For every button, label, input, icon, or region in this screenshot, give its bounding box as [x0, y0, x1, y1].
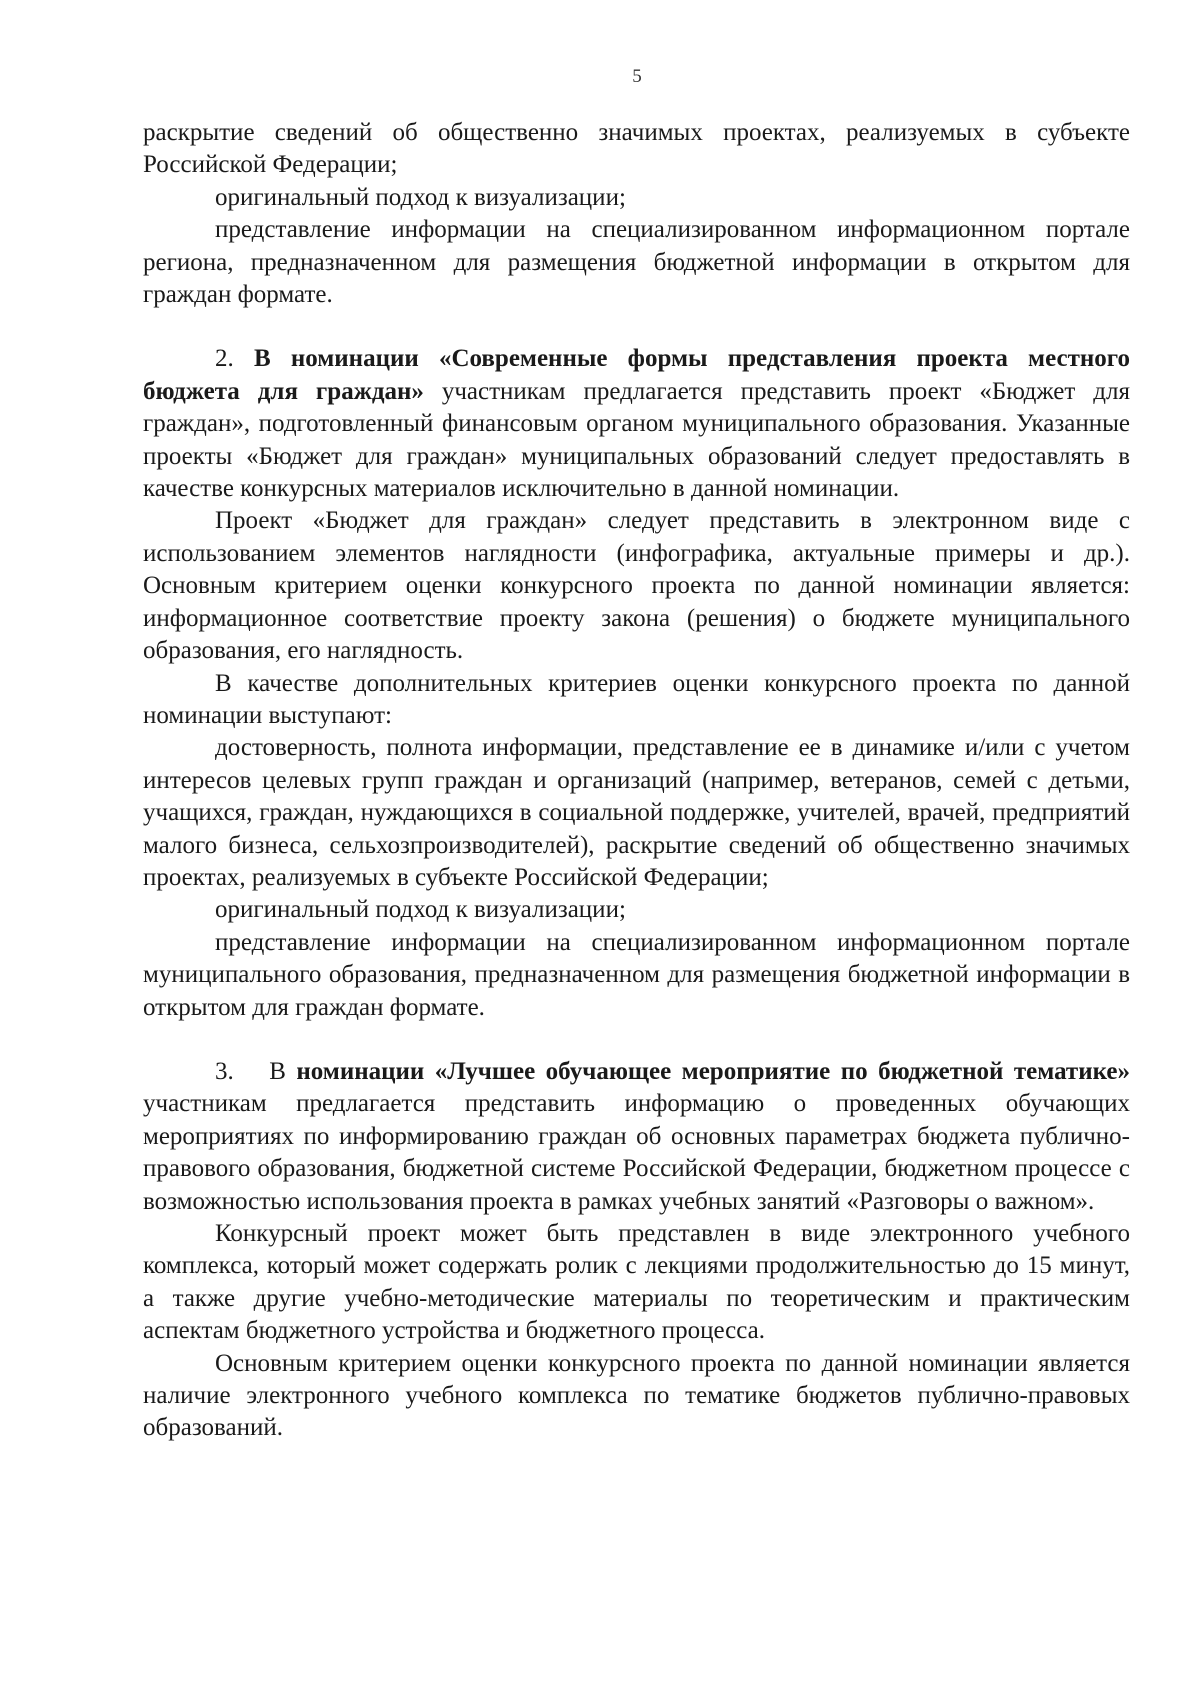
- paragraph: Проект «Бюджет для граждан» следует представить в электронном виде с использованием элементов наглядности (инфографика, актуальные примеры и др.). Основным критерием оценки конкурсного проекта по данной номинации является: информационное соответствие проекту закона (решения) о бюджете муниципального образования, его наглядность.: [143, 507, 1130, 665]
- paragraph: Конкурсный проект может быть представлен в виде электронного учебного комплекса, который может содержать ролик с лекциями продолжительностью до 15 минут, а также другие учебно-методические материалы по теоретическим и практическим аспектам бюджетного устройства и бюджетного процесса.: [143, 1220, 1130, 1345]
- paragraph: раскрытие сведений об общественно значимых проектах, реализуемых в субъекте Российской Федерации;: [143, 119, 1130, 179]
- page-number: 5: [632, 66, 642, 87]
- section-2-paragraph: [143, 343, 1130, 505]
- paragraph: оригинальный подход к визуализации;: [215, 183, 626, 211]
- paragraph: представление информации на специализированном информационном портале региона, предназначенном для размещения бюджетной информации в открытом для граждан формате.: [143, 216, 1130, 309]
- paragraph: достоверность, полнота информации, представление ее в динамике и/или с учетом интересов целевых групп граждан и организаций (например, ветеранов, семей с детьми, учащихся, граждан, нуждающихся в социальной поддержке, учителей, врачей, предприятий малого бизнеса, сельхозпроизводителей), раскрытие сведений об общественно значимых проектах, реализуемых в субъекте Российской Федерации;: [143, 734, 1130, 891]
- nomination-title: номинации «Лучшее обучающее мероприятие по бюджетной тематике»: [296, 1057, 1130, 1085]
- section-number: 3. В: [215, 1057, 297, 1085]
- document-body: [143, 117, 1130, 1445]
- paragraph: оригинальный подход к визуализации;: [215, 896, 626, 924]
- paragraph-text: участникам предлагается представить проект «Бюджет для граждан», подготовленный финансовым органом муниципального образования. Указанные проекты «Бюджет для граждан» муниципальных образований следует предоставлять в качестве конкурсных материалов исключительно в данной номинации.: [143, 377, 1130, 503]
- nomination-title: В номинации «Современные формы представления проекта местного бюджета для граждан»: [143, 345, 1131, 405]
- paragraph: представление информации на специализированном информационном портале муниципального образования, предназначенном для размещения бюджетной информации в открытом для граждан формате.: [143, 928, 1130, 1021]
- section-3-paragraph: [143, 1056, 1130, 1218]
- section-number: 2.: [215, 345, 254, 373]
- paragraph: В качестве дополнительных критериев оценки конкурсного проекта по данной номинации выступают:: [143, 669, 1130, 729]
- paragraph-text: участникам предлагается представить информацию о проведенных обучающих мероприятиях по информированию граждан об основных параметрах бюджета публично-правового образования, бюджетной системе Российской Федерации, бюджетном процессе с возможностью использования проекта в рамках учебных занятий «Разговоры о важном».: [143, 1090, 1130, 1215]
- paragraph: Основным критерием оценки конкурсного проекта по данной номинации является наличие электронного учебного комплекса по тематике бюджетов публично-правовых образований.: [143, 1349, 1130, 1442]
